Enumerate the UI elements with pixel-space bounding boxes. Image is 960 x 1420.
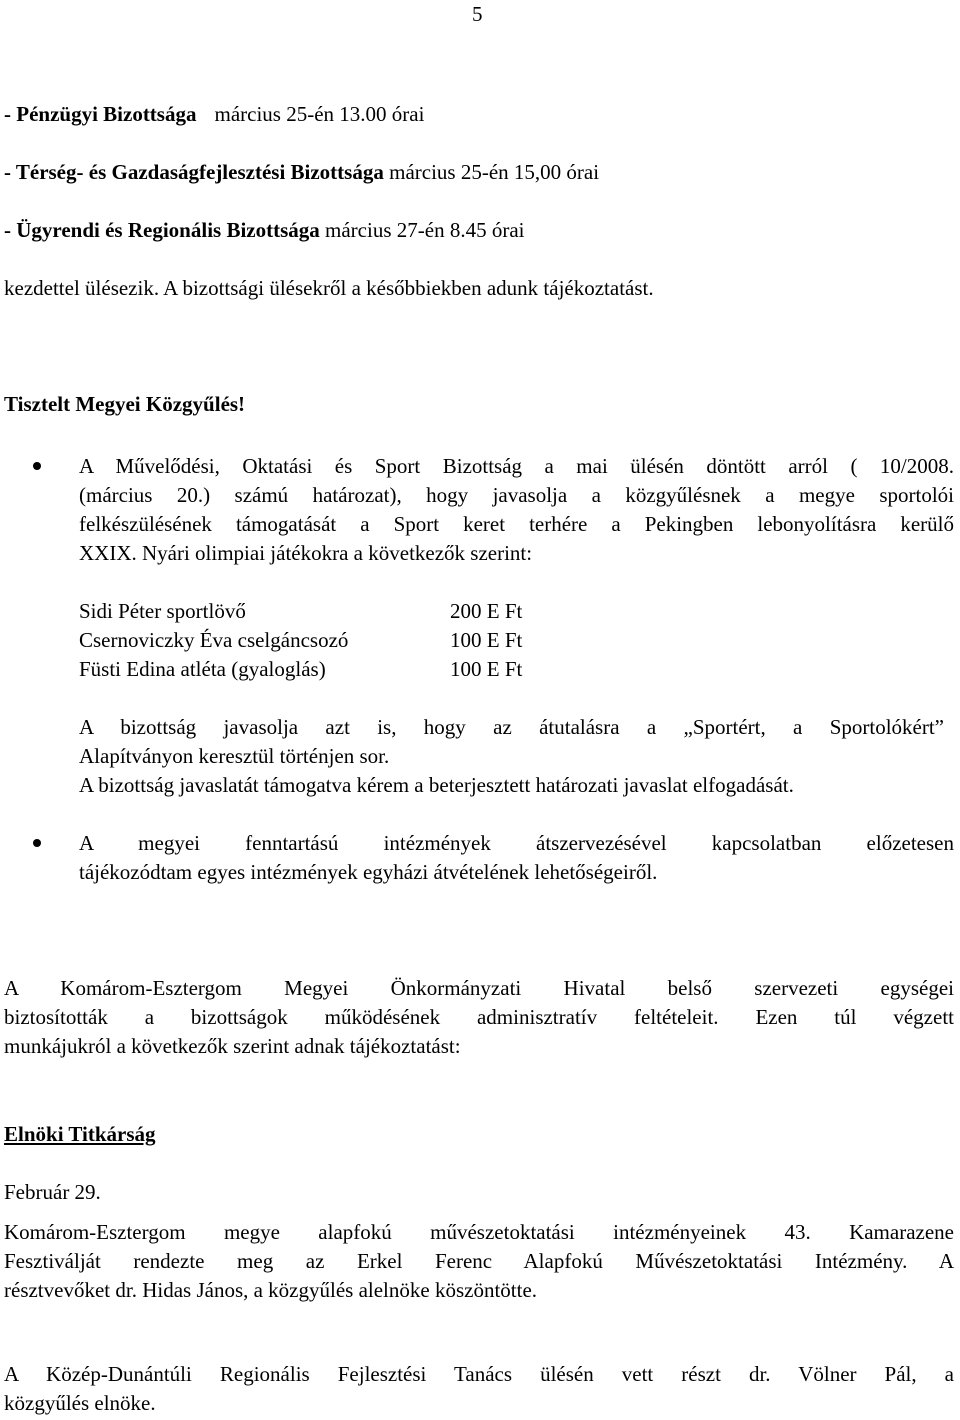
bullet1-line3: felkészülésének támogatását a Sport keret terhére a Pekingben lebonyolításra kerülő [79, 512, 954, 536]
grant-amount: 200 E Ft [450, 599, 523, 623]
grant-name: Sidi Péter sportlövő [79, 599, 246, 623]
office-line2: biztosították a bizottságok működésének adminisztratív feltételeit. Ezen túl végzett [4, 1005, 954, 1029]
committee-name: - Térség- és Gazdaságfejlesztési Bizottsága [4, 160, 384, 184]
bullet1-line2: (március 20.) számú határozat), hogy javasolja a közgyűlésnek a megye sportolói [79, 483, 954, 507]
bullet-dot [33, 462, 41, 470]
committees-tail: kezdettel ülésezik. A bizottsági ülésekről a későbbiekben adunk tájékoztatást. [4, 276, 654, 300]
feb29-line3: résztvevőket dr. Hidas János, a közgyűlés alelnöke köszöntötte. [4, 1278, 538, 1302]
bullet2-line1: A megyei fenntartású intézmények átszervezésével kapcsolatban előzetesen [79, 831, 954, 855]
recommendation-line1: A bizottság javasolja azt is, hogy az átutalásra a „Sportért, a Sportolókért” [79, 715, 944, 739]
page-number: 5 [472, 2, 483, 26]
salutation: Tisztelt Megyei Közgyűlés! [4, 392, 246, 416]
office-line1: A Komárom-Esztergom Megyei Önkormányzati Hivatal belső szervezeti egységei [4, 976, 954, 1000]
committee-time: március 25-én 13.00 órai [214, 102, 425, 126]
committee-name: - Ügyrendi és Regionális Bizottsága [4, 218, 320, 242]
grant-amount: 100 E Ft [450, 657, 523, 681]
committee-line-procedural [4, 216, 524, 245]
committee-time: március 27-én 8.45 órai [325, 218, 525, 242]
regional-line1: A Közép-Dunántúli Regionális Fejlesztési Tanács ülésén vett részt dr. Völner Pál, a [4, 1362, 954, 1386]
date-label: Február 29. [4, 1180, 101, 1204]
recommendation-line2: Alapítványon keresztül történjen sor. [79, 744, 390, 768]
section-heading: Elnöki Titkárság [4, 1122, 156, 1146]
committee-name: - Pénzügyi Bizottsága [4, 102, 197, 126]
office-line3: munkájukról a következők szerint adnak tájékoztatást: [4, 1034, 461, 1058]
committee-time: március 25-én 15,00 órai [389, 160, 600, 184]
bullet2-line2: tájékozódtam egyes intézmények egyházi átvételének lehetőségeiről. [79, 860, 658, 884]
grant-name: Csernoviczky Éva cselgáncsozó [79, 628, 349, 652]
bullet-dot [33, 839, 41, 847]
regional-line2: közgyűlés elnöke. [4, 1391, 156, 1415]
committee-line-finance [4, 100, 424, 129]
feb29-line2: Fesztiválját rendezte meg az Erkel Ferenc Alapfokú Művészetoktatási Intézmény. A [4, 1249, 954, 1273]
committee-line-regional-development [4, 158, 599, 187]
bullet1-line4: XXIX. Nyári olimpiai játékokra a következők szerint: [79, 541, 533, 565]
recommendation-line3: A bizottság javaslatát támogatva kérem a beterjesztett határozati javaslat elfogadását. [79, 773, 794, 797]
feb29-line1: Komárom-Esztergom megye alapfokú művészetoktatási intézményeinek 43. Kamarazene [4, 1220, 954, 1244]
bullet1-line1: A Művelődési, Oktatási és Sport Bizottság a mai ülésén döntött arról ( 10/2008. [79, 454, 954, 478]
grant-amount: 100 E Ft [450, 628, 523, 652]
grant-name: Füsti Edina atléta (gyaloglás) [79, 657, 326, 681]
